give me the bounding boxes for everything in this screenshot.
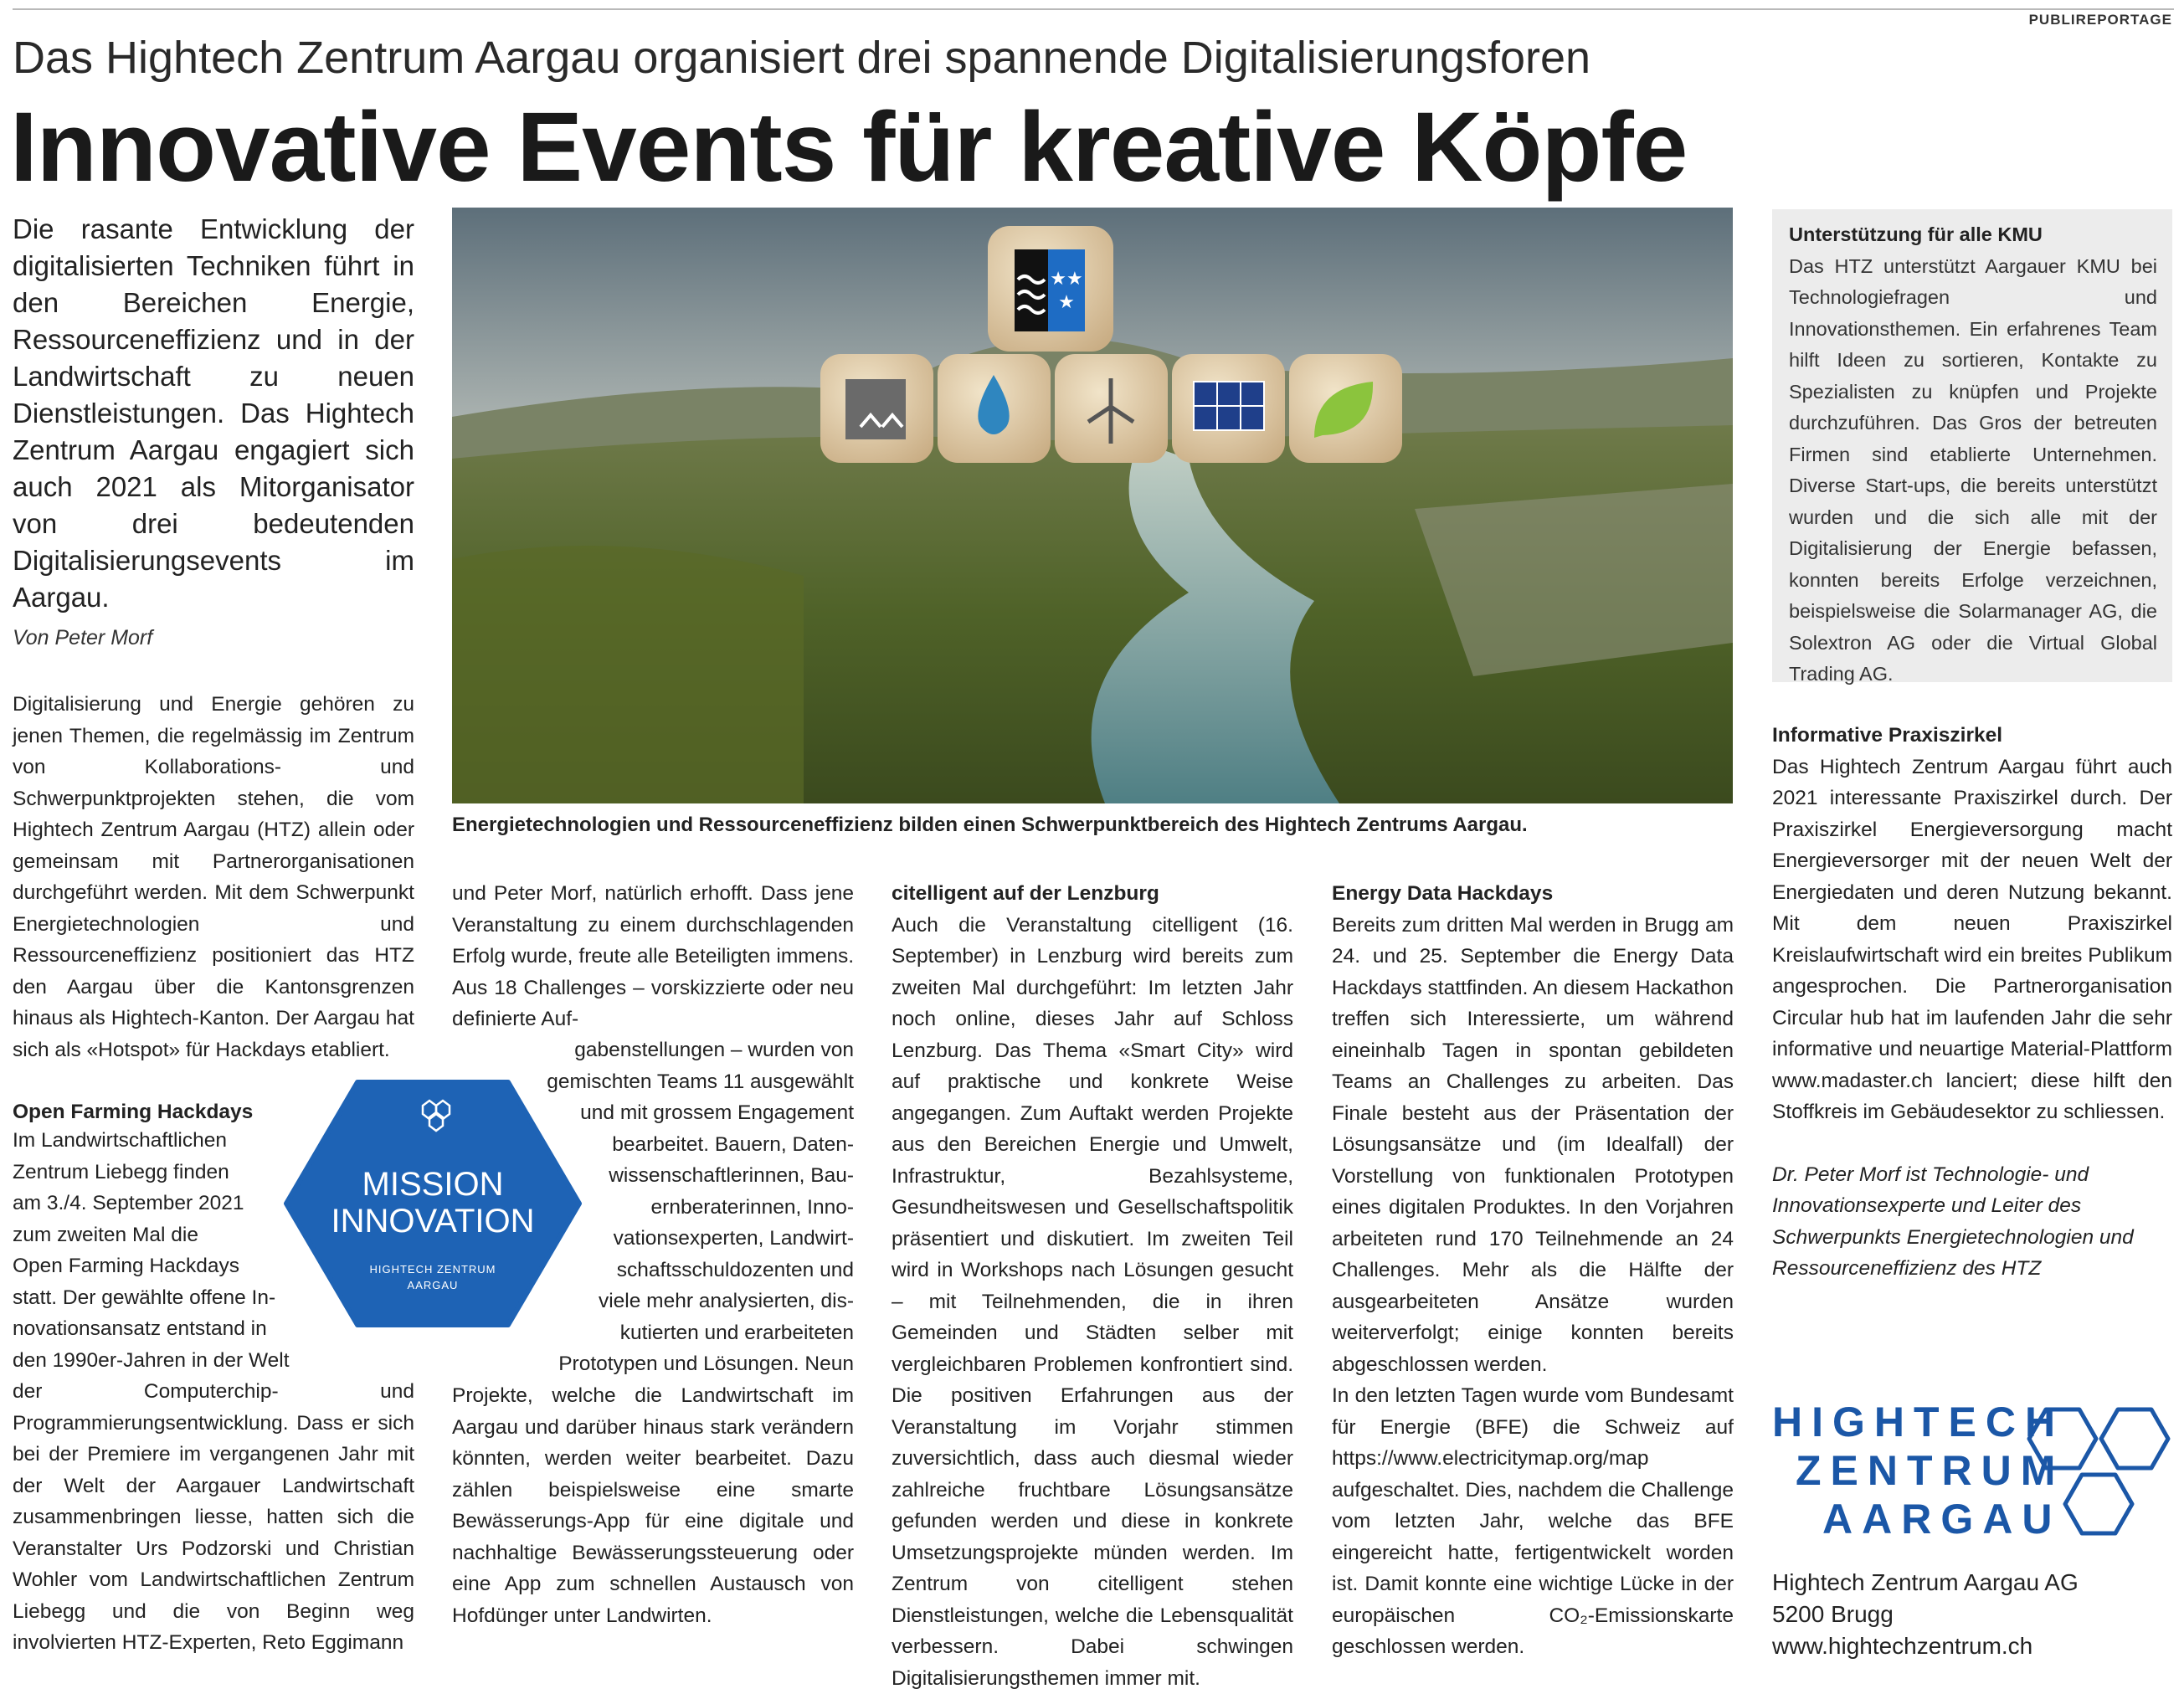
kmu-box-body: Das HTZ unterstützt Aargauer KMU bei Technologiefragen und Innovationsthemen. Ein erfahrenes Team hilft Ideen zu sortieren, Kontakte zu Spezialisten zu knüpfen und Projekte durchzuführen. Das Gros der betreuten Firmen sind etablierte Unternehmen. Diverse Start-ups, die bereits unterstützt wurden und die sich alle mit der Digitalisierung der Energie befassen, konnten bereits Erfolge verzeichnen, beispielsweise die Solarmanager AG, die Solextron AG oder die Virtual Global Trading AG. [1789,251,2157,690]
col1-line: am 3./4. September 2021 [13,1188,289,1219]
column-1 [13,689,414,1128]
cube-solar-panel [1172,354,1285,463]
company-name: Hightech Zentrum Aargau AG [1772,1567,2079,1599]
col2-top: und Peter Morf, natürlich erhofft. Dass jene Veranstaltung zu einem durchschlagenden Erfolg wurde, freute alle Beteiligten immens. Aus 18 Challenges – vorskizzierte oder neu definierte Auf- [452,878,854,1035]
company-address [1772,1567,2079,1662]
col1-line: den 1990er-Jahren in der Welt [13,1345,347,1377]
column-2-bottom [452,1380,854,1631]
praxis-body: Das Hightech Zentrum Aargau führt auch 2021 interessante Praxiszirkel durch. Der Praxiszirkel Energieversorgung macht Energieversorger mit der neuen Welt der Energiedaten und deren Nutzung bekannt. Mit dem neuen Praxiszirkel Kreislaufwirtschaft wird ein breites Publikum angesprochen. Die Partnerorganisation Circular hub hat im laufenden Jahr die sehr informative und neuartige Material-Plattform www.madaster.ch lanciert; diese hilft den Stoffkreis im Gebäudesektor zu schliessen. [1772,752,2172,1128]
badge-line-org: HIGHTECH ZENTRUM [282,1261,583,1278]
column-4 [1332,878,1734,1663]
kicker: Das Hightech Zentrum Aargau organisiert drei spannende Digitalisierungsforen [13,32,1590,84]
col4-body-1: Bereits zum dritten Mal werden in Brugg am 24. und 25. September die Energy Data Hackdays stattfinden. An diesem Hackathon treffen sich Interessierte, um während eineinhalb Tagen in spontan gebildeten Teams an Challenges zu arbeiten. Das Finale besteht aus der Präsentation der Lösungsansätze und (im Idealfall) der Vorstellung von funktionalen Prototypen eines digitalen Produktes. In den Vorjahren arbeiteten rund 170 Teilnehmende an 24 Challenges. Mehr als die Hälfte der ausgearbeiteten Ansätze wurden weiterverfolgt; einige konnten bereits abgeschlossen werden. [1332,910,1734,1381]
col4-subheading: Energy Data Hackdays [1332,878,1734,910]
praxis-title: Informative Praxiszirkel [1772,720,2172,752]
col2-line: Prototypen und Lösungen. Neun [519,1348,854,1380]
logo-line-3: AARGAU [1772,1495,2064,1543]
col2-line: gabenstellungen – wurden von [519,1034,854,1066]
badge-line-mission: MISSION [282,1166,583,1203]
badge-line-canton: AARGAU [282,1278,583,1293]
byline: Von Peter Morf [13,626,152,650]
company-website[interactable]: www.hightechzentrum.ch [1772,1630,2079,1662]
badge-line-innovation: INNOVATION [282,1203,583,1240]
cube-water-drop [938,354,1051,463]
headline: Innovative Events für kreative Köpfe [10,90,1687,204]
col1-line: Im Landwirtschaftlichen [13,1125,280,1157]
logo-line-1: HIGHTECH [1772,1398,2064,1446]
col1-line: statt. Der gewählte offene In- [13,1282,314,1314]
col1-intro: Digitalisierung und Energie gehören zu jenen Themen, die regelmässig im Zentrum von Kollaborations- und Schwerpunktprojekten stehen, die vom Hightech Zentrum Aargau (HTZ) allein oder gemeinsam mit Partnerorganisationen durchgeführt werden. Mit dem Schwerpunkt Energietechnologien und Ressourceneffizienz positioniert das HTZ den Aargau über die Kantonsgrenzen hinaus als Hightech-Kanton. Der Aargau hat sich als «Hotspot» für Hackdays etabliert. [13,689,414,1065]
company-city: 5200 Brugg [1772,1599,2079,1630]
col1-line: Zentrum Liebegg finden [13,1157,289,1188]
top-rule [13,8,2174,10]
col2-line: bearbeitet. Bauern, Daten- [519,1129,854,1161]
section-label: PUBLIREPORTAGE [2029,12,2172,28]
photo-caption: Energietechnologien und Ressourceneffizienz bilden einen Schwerpunktbereich des Hightech Zentrums Aargau. [452,814,1528,837]
col2-line: vationsexperten, Landwirt- [519,1223,854,1255]
htz-logo-text [1772,1398,2064,1543]
badge-text [282,1166,583,1293]
kmu-support-box [1772,209,2172,682]
cube-canton-flag [988,226,1113,352]
col3-body: Auch die Veranstaltung citelligent (16. September) in Lenzburg wird bereits zum zweiten Mal durchgeführt: Im letzten Jahr noch online, dieses Jahr auf Schloss Lenzburg. Das Thema «Smart City» wird auf praktische und konkrete Weise angegangen. Zum Auftakt werden Projekte aus den Bereichen Energie und Umwelt, Infrastruktur, Bezahlsysteme, Gesundheitswesen und Gesellschaftspolitik präsentiert und diskutiert. Im zweiten Teil wird in Workshops nach Lösungen gesucht – mit Teilnehmenden, die in ihren Gemeinden und Städten selber mit vergleichbaren Problemen konfrontiert sind. Die positiven Erfahrungen aus der Veranstaltung im Vorjahr stimmen zuversichtlich, dass auch diesmal wieder zahlreiche fruchtbare Lösungsansätze gefunden werden und diese in konkrete Umsetzungsprojekte münden werden. Im Zentrum von citelligent stehen Dienstleistungen, welche die Lebensqualität verbessern. Dabei schwingen Digitalisierungsthemen immer mit. [892,910,1293,1694]
htz-hexagon-logo-icon [2024,1399,2173,1543]
kmu-box-title: Unterstützung für alle KMU [1789,219,2157,251]
col2-line: wissenschaftlerinnen, Bau- [519,1160,854,1192]
col2-line: ernberaterinnen, Inno- [519,1192,854,1224]
landscape-photo [452,208,1733,803]
col2-bottom: Projekte, welche die Landwirtschaft im Aargau und darüber hinaus stark verändern könnten, werden weiter bearbeitet. Dazu zählen beispielsweise eine smarte Bewässerungs-App für eine digitale und nachhaltige Bewässerungssteuerung oder eine App zum schnellen Austausch von Hofdünger unter Landwirten. [452,1380,854,1631]
cube-leaf [1289,354,1402,463]
logo-line-2: ZENTRUM [1772,1446,2064,1495]
col1-line: novationsansatz entstand in [13,1313,331,1345]
cube-wind-turbine [1055,354,1168,463]
svg-text:★: ★ [1058,292,1075,313]
col2-line: viele mehr analysierten, dis- [519,1286,854,1317]
col3-subheading: citelligent auf der Lenzburg [892,878,1293,910]
col1-line: Open Farming Hackdays [13,1250,289,1282]
col2-line: schaftsschuldozenten und [519,1255,854,1286]
column-2 [452,878,854,1035]
praxis-section [1772,720,2172,1285]
col1-body-rest: der Computerchip- und Programmierungsentwicklung. Dass er sich bei der Premiere im vergangenen Jahr mit der Welt der Aargauer Landwirtschaft zusammenbringen liesse, hatten sich die Veranstalter Urs Podzorski und Christian Wohler vom Landwirtschaftlichen Zentrum Liebegg und die von Beginn weg involvierten HTZ-Experten, Reto Eggimann [13,1376,414,1659]
col1-subheading: Open Farming Hackdays [13,1096,414,1128]
lead-paragraph: Die rasante Entwicklung der digitalisierten Techniken führt in den Bereichen Energie, Ressourceneffizienz und in der Landwirtschaft zu neuen Dienstleistungen. Das Hightech Zentrum Aargau engagiert sich auch 2021 als Mitorganisator von drei bedeutenden Digitalisierungsevents im Aargau. [13,211,414,616]
col2-line: und mit grossem Engagement [519,1097,854,1129]
col4-body-2: In den letzten Tagen wurde vom Bundesamt für Energie (BFE) die Schweiz auf https://www.electricitymap.org/map aufgeschaltet. Dies, nachdem die Challenge vom letzten Jahr, welche das BFE eingereicht hatte, fertigentwickelt worden ist. Damit konnte eine wichtige Lücke in der europäischen CO₂-Emissionskarte geschlossen werden. [1332,1380,1734,1663]
author-note: Dr. Peter Morf ist Technologie- und Innovationsexperte und Leiter des Schwerpunkts Energietechnologien und Ressourceneffizienz des HTZ [1772,1159,2172,1285]
cube-factory [820,354,933,463]
col2-line: gemischten Teams 11 ausgewählt [519,1066,854,1098]
col1-line: zum zweiten Mal die [13,1219,272,1251]
column-3 [892,878,1293,1694]
svg-text:★★: ★★ [1050,269,1082,290]
col2-line: kutierten und erarbeiteten [519,1317,854,1349]
